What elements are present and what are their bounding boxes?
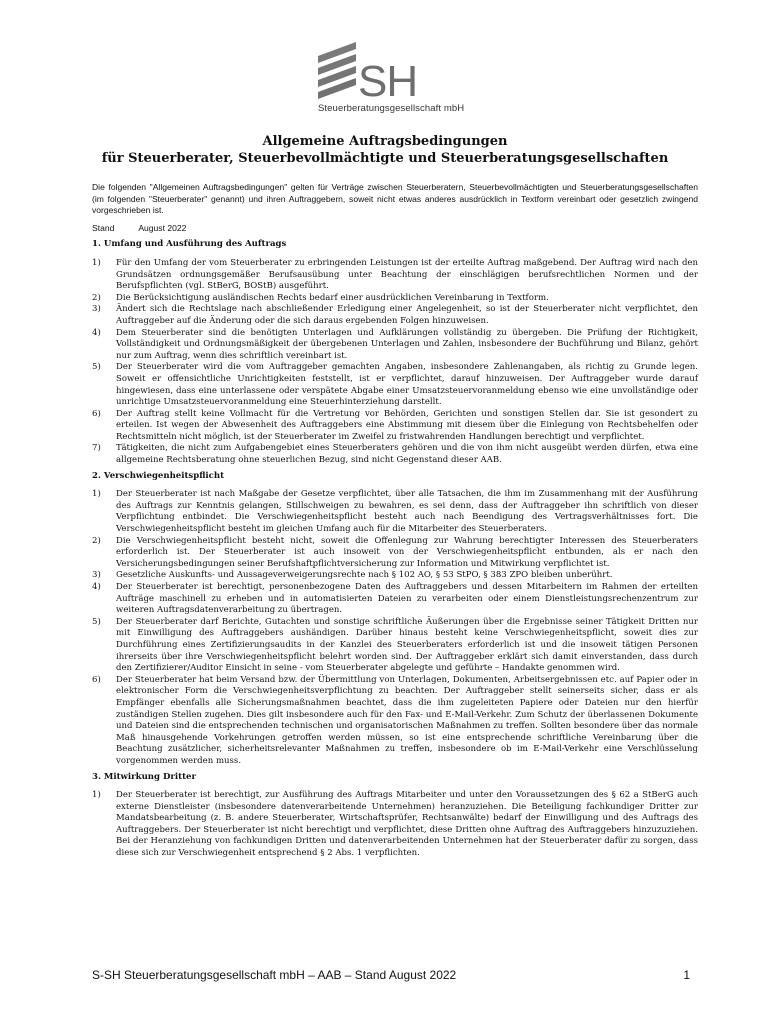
section-3: [92, 772, 698, 860]
list-item: [92, 328, 698, 363]
list-item: [92, 443, 698, 466]
list-item: [92, 293, 698, 305]
item-number: 5): [92, 616, 101, 627]
logo-tagline: Steuerberatungsgesellschaft mbH: [318, 103, 465, 114]
item-number: 1): [92, 790, 101, 801]
item-number: 7): [92, 443, 101, 454]
stand-label: Stand: [92, 222, 115, 233]
footer-text: S-SH Steuerberatungsgesellschaft mbH – AAB – Stand August 2022: [92, 968, 457, 982]
item-text: Der Steuerberater ist berechtigt, personenbezogene Daten des Auftraggebers und dessen Mitarbeitern im Rahmen der erteilten Aufträge maschinell zu erheben und in automatisierten Dateien zu verarbeiten oder einem Dienstleistungsrechenzentrum zur weiteren Auftragsdatenverarbeitung zu übertragen.: [116, 582, 698, 616]
item-number: 5): [92, 362, 101, 373]
item-text: Die Berücksichtigung ausländischen Rechts bedarf einer ausdrücklichen Vereinbarung in Textform.: [116, 292, 549, 303]
item-text: Der Steuerberater ist nach Maßgabe der Gesetze verpflichtet, über alle Tatsachen, die ihm im Zusammenhang mit der Ausführung des Auftrags zur Kenntnis gelangen, Stillschweigen zu bewahren, es sei denn, dass der Auftraggeber ihn schriftlich von dieser Verpflichtung entbindet. Die Verschwiegenheitspflicht besteht auch nach Beendigung des Vertragsverhältnisses fort. Die Verschwiegenheitspflicht besteht im gleichen Umfang auch für die Mitarbeiter des Steuerberaters.: [116, 489, 698, 535]
list-item: [92, 409, 698, 444]
list-item: [92, 258, 698, 293]
document-title: [0, 133, 770, 167]
item-number: 2): [92, 292, 101, 303]
item-number: 6): [92, 674, 101, 685]
item-text: Ändert sich die Rechtslage nach abschließender Erledigung einer Angelegenheit, so ist der Steuerberater nicht verpflichtet, den Auftraggeber auf die Änderung oder die sich daraus ergebenden Folgen hinzuweisen.: [116, 304, 698, 326]
item-number: 4): [92, 327, 101, 338]
list-item: [92, 617, 698, 675]
item-number: 3): [92, 304, 101, 315]
list-item: [92, 362, 698, 408]
stand-line: [92, 223, 698, 235]
item-number: 1): [92, 257, 101, 268]
list-item: [92, 489, 698, 535]
item-number: 4): [92, 582, 101, 592]
title-line-2: für Steuerberater, Steuerbevollmächtigte und Steuerberatungsgesellschaften: [101, 151, 669, 166]
logo-wordmark: SH: [358, 57, 418, 106]
list-item: [92, 582, 698, 617]
section-2: [92, 471, 698, 768]
item-text: Die Verschwiegenheitspflicht besteht nicht, soweit die Offenlegung zur Wahrung berechtigter Interessen des Steuerberaters erforderlich ist. Der Steuerberater ist auch insoweit von der Verschwiegenheitspflicht entbunden, als er nach den Versicherungsbedingungen seiner Berufshaftpflichtversicherung zur Information und Mitwirkung verpflichtet ist.: [116, 535, 698, 569]
section-heading: 1. Umfang und Ausführung des Auftrags: [92, 239, 287, 250]
list-item: [92, 790, 698, 860]
list-item: [92, 675, 698, 768]
item-number: 1): [92, 489, 101, 500]
list-item: [92, 304, 698, 327]
item-number: 6): [92, 408, 101, 419]
item-number: 3): [92, 570, 101, 581]
document-body: [92, 182, 698, 860]
item-text: Der Auftrag stellt keine Vollmacht für die Vertretung vor Behörden, Gerichten und sonstigen Stellen dar. Sie ist gesondert zu erteilen. Ist wegen der Abwesenheit des Auftraggebers eine Abstimmung mit diesem über die Einlegung von Rechtsbehelfen oder Rechtsmitteln nicht möglich, ist der Steuerberater im Zweifel zu fristwahrenden Handlungen berechtigt und verpflichtet.: [116, 408, 698, 442]
item-text: Tätigkeiten, die nicht zum Aufgabengebiet eines Steuerberaters gehören und die von ihm nicht ausgeübt werden dürfen, etwa eine allgemeine Rechtsberatung ohne steuerlichen Bezug, sind nicht Gegenstand dieser AAB.: [116, 443, 698, 466]
section-1: [92, 239, 698, 466]
section-heading: 2. Verschwiegenheitspflicht: [92, 470, 225, 481]
item-text: Der Steuerberater ist berechtigt, zur Ausführung des Auftrags Mitarbeiter und unter den Voraussetzungen des § 62 a StBerG auch externe Dienstleister (insbesondere datenverarbeitende Unternehmen) heranzuziehen. Die Beteiligung fachkundiger Dritter zur Mandatsbearbeitung (z. B. andere Steuerberater, Wirtschaftsprüfer, Rechtsanwälte) bedarf der Einwilligung und des Auftrags des Auftraggebers. Der Steuerberater ist nicht berechtigt und verpflichtet, diese Dritten ohne Auftrag des Auftraggebers hinzuzuziehen. Bei der Heranziehung von fachkundigen Dritten und datenverarbeitenden Unternehmen hat der Steuerberater dafür zu sorgen, dass diese sich zur Verschwiegenheit entsprechend § 2 Abs. 1 verpflichten.: [116, 790, 698, 859]
intro-paragraph: Die folgenden "Allgemeinen Auftragsbedingungen" gelten für Verträge zwischen Steuerberatern, Steuerbevollmächtigten und Steuerberatungsgesellschaften (im folgenden "Steuerberater" genannt) und ihren Auftraggebern, soweit nicht etwas anderes ausdrücklich in Textform vereinbart oder gesetzlich zwingend vorgeschrieben ist.: [92, 182, 698, 216]
item-text: Der Steuerberater hat beim Versand bzw. der Übermittlung von Unterlagen, Dokumenten, Arbeitsergebnissen etc. auf Papier oder in elektronischer Form die Verschwiegenheitsverpflichtung zu beachten. Der Auftraggeber stellt seinerseits sicher, dass er als Empfänger ebenfalls alle Sicherungsmaßnahmen beachtet, dass die ihm zugeleiteten Papiere oder Dateien nur den hierfür zuständigen Stellen zugehen. Dies gilt insbesondere auch für den Fax- und E-Mail-Verkehr. Zum Schutz der überlassenen Dokumente und Dateien sind die entsprechenden technischen und organisatorischen Maßnahmen zu treffen. Sollten besondere über das normale Maß hinausgehende Vorkehrungen getroffen werden müssen, so ist eine entsprechende schriftliche Vereinbarung über die Beachtung zusätzlicher, sicherheitsrelevanter Maßnahmen zu treffen, insbesondere ob im E-Mail-Verkehr eine Verschlüsselung vorgenommen werden muss.: [116, 674, 698, 766]
list-item: [92, 536, 698, 571]
item-text: Der Steuerberater darf Berichte, Gutachten und sonstige schriftliche Äußerungen über die Ergebnisse seiner Tätigkeit Dritten nur mit Einwilligung des Auftraggebers aushändigen. Darüber hinaus besteht keine Verschwiegenheitspflicht, soweit dies zur Durchführung eines Zertifizierungsaudits in der Kanzlei des Steuerberaters erforderlich ist und die insoweit tätigen Personen ihrerseits über ihre Verschwiegenheitspflicht belehrt worden sind. Der Auftraggeber erklärt sich damit einverstanden, dass durch den Zertifizierer/Auditor Einsicht in seine - vom Steuerberater abgelegte und geführte – Handakte genommen wird.: [116, 616, 698, 674]
item-text: Für den Umfang der vom Steuerberater zu erbringenden Leistungen ist der erteilte Auftrag maßgebend. Der Auftrag wird nach den Grundsätzen ordnungsgemäßer Berufsausübung unter Beachtung der einschlägigen berufsrechtlichen Normen und der Berufspflichten (vgl. StBerG, BOStB) ausgeführt.: [116, 257, 698, 292]
item-text: Der Steuerberater wird die vom Auftraggeber gemachten Angaben, insbesondere Zahlenangaben, als richtig zu Grunde legen. Soweit er offensichtliche Unrichtigkeiten feststellt, ist er verpflichtet, darauf hinzuweisen. Der Auftraggeber wurde darauf hingewiesen, dass eine unterlassene oder verspätete Abgabe einer Umsatzsteuervoranmeldung ebenso wie eine unvollständige oder unrichtige Umsatzsteuervoranmeldung eine Steuerhinterziehung darstellt.: [116, 362, 698, 408]
item-number: 2): [92, 535, 101, 546]
stand-date: August 2022: [138, 222, 187, 233]
page-number: 1: [683, 968, 690, 982]
item-text: Gesetzliche Auskunfts- und Aussageverweigerungsrechte nach § 102 AO, § 53 StPO, § 383 ZPO bleiben unberührt.: [116, 570, 613, 581]
item-text: Dem Steuerberater sind die benötigten Unterlagen und Aufklärungen vollständig zu übergeben. Die Prüfung der Richtigkeit, Vollständigkeit und Ordnungsmäßigkeit der übergebenen Unterlagen und Zahlen, insbesondere der Buchführung und Bilanz, gehört nur zum Auftrag, wenn dies schriftlich vereinbart ist.: [116, 327, 698, 361]
title-line-1: Allgemeine Auftragsbedingungen: [262, 134, 508, 149]
section-heading: 3. Mitwirkung Dritter: [92, 771, 196, 782]
page-footer: [92, 968, 698, 982]
list-item: [92, 570, 698, 582]
